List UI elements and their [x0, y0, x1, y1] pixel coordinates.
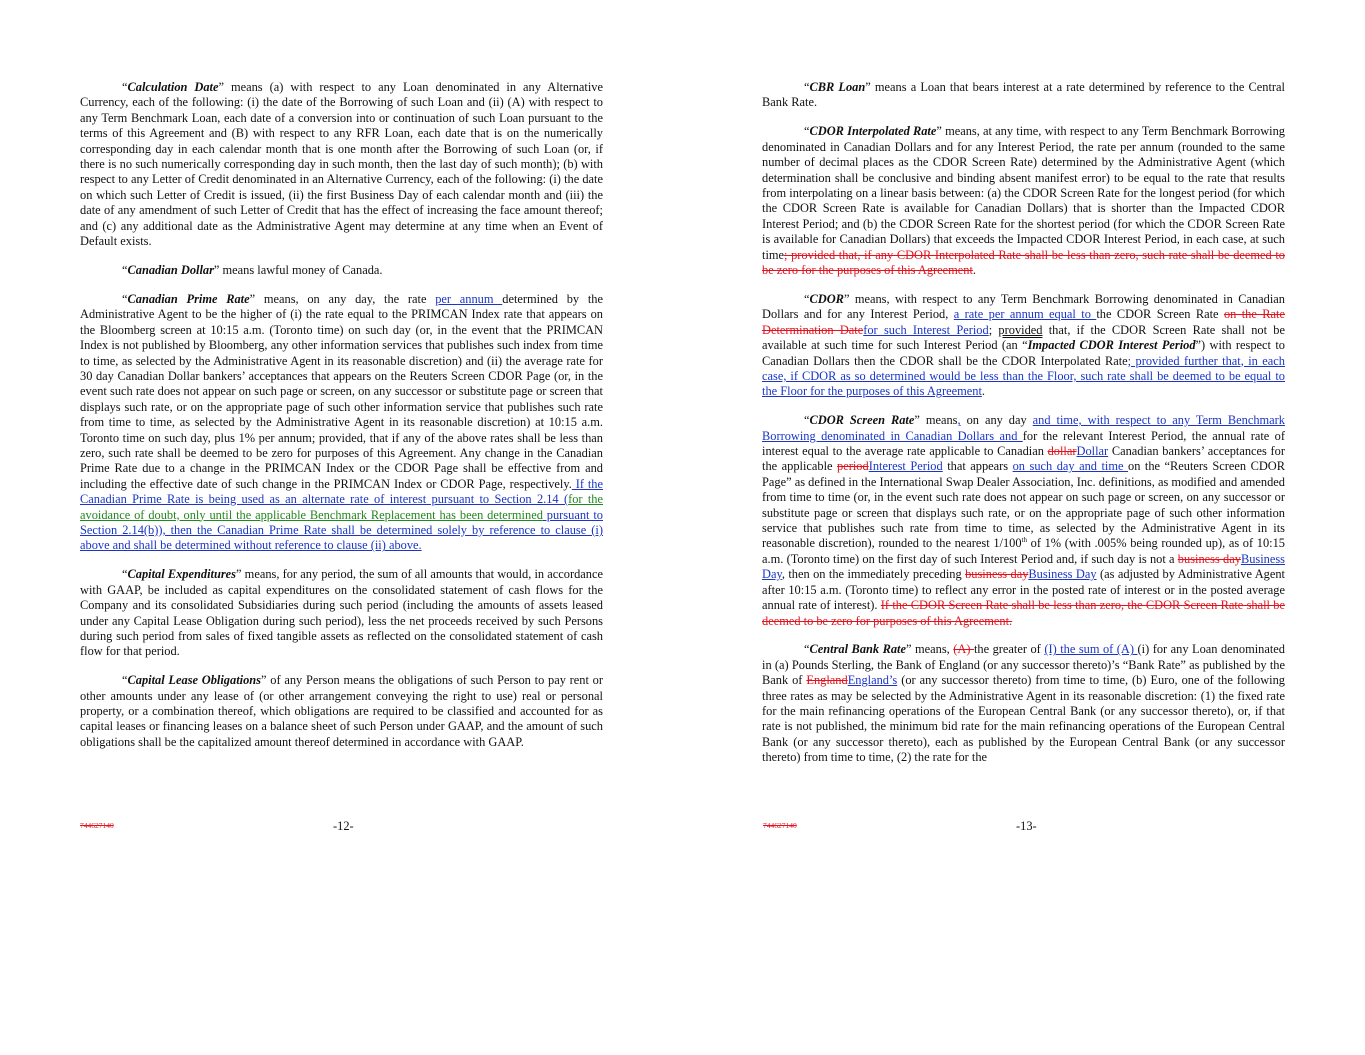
text-segment: Canadian bankers’ acceptances for the applicable [762, 444, 1285, 474]
text-segment: that appears [942, 459, 1013, 474]
underlined-text: provided [998, 322, 1043, 337]
definition-cdor-interpolated-rate: “CDOR Interpolated Rate” means, at any time, with respect to any Term Benchmark Borrowing denominated in Canadian Dollars and for any Interest Period, the rate per annum (rounded to the same number of decimal places as the CDOR Screen Rate) determined by the Administrative Agent (which determination shall be conclusive and binding absent manifest error) to be equal to the rate that results from interpolating on a linear basis between: (a) the CDOR Screen Rate for the longest period (for which the CDOR Screen Rate is available for Canadian Dollars) that is shorter than the Impacted CDOR Interest Period; and (b) the CDOR Screen Rate for the shortest period (for which the CDOR Screen Rate is available for Canadian Dollars) that exceeds the Impacted CDOR Interest Period, in each case, at such time; provided that, if any CDOR Interpolated Rate shall be less than zero, such rate shall be deemed to be zero for the purposes of this Agreement. [762, 124, 1285, 277]
defined-term: CDOR Screen Rate [809, 413, 915, 428]
definition-capital-lease-obligations: “Capital Lease Obligations” of any Person means the obligations of such Person to pay rent or other amounts under any lease of (or other arrangement conveying the right to use) real or personal property, or a combination thereof, which obligations are required to be classified and accounted for as capital leases or financing leases on a balance sheet of such Person under GAAP, and the amount of such obligations shall be the capitalized amount thereof determined in accordance with GAAP. [80, 673, 604, 749]
moved-text: for the avoidance of doubt, only until the applicable Benchmark Replacement has been determined [80, 492, 603, 522]
text-segment: that, if the CDOR Screen Rate shall not be available at such time for such Interest Period (an “ [762, 322, 1286, 353]
text-segment: (i) for any Loan denominated in (a) Pounds Sterling, the Bank of England (or any successor thereto)’s “Bank Rate” as published by the Bank of [762, 642, 1285, 688]
inserted-text: Dollar [1076, 444, 1109, 459]
inserted-text: a rate per annum equal to [953, 307, 1097, 322]
page-number: -13- [1016, 819, 1037, 833]
inserted-text: (I) the sum of (A) [1044, 642, 1138, 657]
text-segment: ” means, on any day, the rate [249, 291, 436, 306]
defined-term: CBR Loan [809, 80, 866, 94]
text-segment: ” means, with respect to any Term Benchmark Borrowing denominated in Canadian Dollars and for any Interest Period, [762, 291, 1285, 322]
inserted-text: Interest Period [868, 459, 943, 474]
text-segment: ; [988, 322, 999, 337]
document-id: 744627140 [763, 821, 797, 830]
definition-cdor: “CDOR” means, with respect to any Term Benchmark Borrowing denominated in Canadian Dollars and for any Interest Period, a rate per annum equal to the CDOR Screen Rate on the Rate Determination Datefor such Interest Period; provided that, if the CDOR Screen Rate shall not be available at such time for such Interest Period (an “Impacted CDOR Interest Period”) with respect to Canadian Dollars then the CDOR shall be the CDOR Interpolated Rate; provided further that, in each case, if CDOR as so determined would be less than the Floor, such rate shall be deemed to be equal to the Floor for the purposes of this Agreement. [762, 291, 1286, 399]
deleted-text: on the Rate Determination Date [762, 307, 1285, 337]
text-segment: on the “Reuters Screen CDOR Page” as defined in the International Swap Dealer Association, Inc. definitions, as modified and amended from time to time (or, in the event such rate does not appear on such page or screen, on any successor or substitute page or screen that displays such rate, or on the appropriate page of such other information service that publishes such rate from time to time, as selected by the Administrative Agent in its reasonable discretion), rounded to the nearest 1/100 [762, 459, 1285, 551]
definition-central-bank-rate: “Central Bank Rate” means, (A) the greater of (I) the sum of (A) (i) for any Loan denominated in (a) Pounds Sterling, the Bank of England (or any successor thereto)’s “Bank Rate” as published by the Bank of EnglandEngland’s (or any successor thereto) from time to time, (b) Euro, one of the following three rates as may be selected by the Administrative Agent in its reasonable discretion: (1) the fixed rate for the main refinancing operations of the European Central Bank (or any successor thereto), or, if that rate is not published, the minimum bid rate for the main refinancing operations of the European Central Bank (or any successor thereto), each as published by the European Central Bank (or any successor thereto) from time to time, (2) the rate for the [762, 642, 1285, 765]
text-segment: ” means a Loan that bears interest at a rate determined by reference to the Central Bank Rate. [762, 80, 1285, 110]
inserted-text: for such Interest Period [863, 322, 989, 337]
inserted-text: , [957, 413, 961, 428]
text-segment: the greater of [973, 642, 1045, 657]
text-segment: ” means (a) with respect to any Loan denominated in any Alternative Currency, each of the following: (i) the date of the Borrowing of such Loan and (ii) (A) with respect to any Term Benchmark Loan, each date of a conversion into or continuation of such Loan pursuant to the terms of this Agreement and (B) with respect to any RFR Loan, each date that is on the numerically corresponding day in each calendar month that is one month after the Borrowing of such Loan (or, if there is no such numerically corresponding day in such month, then the last day of such month); (b) with respect to any Letter of Credit denominated in an Alternative Currency, each of the following: (i) the date on which such Letter of Credit is issued, (ii) the first Business Day of each calendar month and (iii) the date of any amendment of such Letter of Credit that has the effect of increasing the face amount thereof; and (c) any additional date as the Administrative Agent may determine at any time when an Event of Default exists. [80, 80, 603, 249]
defined-term: CDOR [809, 291, 844, 306]
deleted-text: England [806, 673, 848, 688]
text-segment: ” means, [906, 642, 954, 657]
text-segment: ” means, for any period, the sum of all amounts that would, in accordance with GAAP, be included as capital expenditures on the consolidated statement of cash flows for the Company and its consolidated Subsidiaries during such period (including the amounts of assets leased under any Capital Lease Obligation during such period), less the net proceeds received by such Persons during such period from sales of fixed tangible assets as reflected on the consolidated statement of cash flow for that period. [80, 567, 603, 659]
inserted-text: ; provided further that, in each case, if CDOR as so determined would be less than the Floor, such rate shall be deemed to be equal to the Floor for the purposes of this Agreement [762, 353, 1285, 399]
deleted-text: business day [1177, 551, 1241, 566]
inserted-text: per annum [435, 291, 503, 306]
text-segment: ” of any Person means the obligations of such Person to pay rent or other amounts under any lease of (or other arrangement conveying the right to use) real or personal property, or a combination thereof, which obligations are required to be classified and accounted for as capital leases or financing leases on a balance sheet of such Person under GAAP, and the amount of such obligations shall be the capitalized amount thereof determined in accordance with GAAP. [80, 673, 604, 749]
defined-term: Central Bank Rate [809, 642, 907, 657]
text-segment: the CDOR Screen Rate [1096, 307, 1224, 322]
defined-term: Canadian Prime Rate [127, 291, 250, 306]
defined-term: Canadian Dollar [127, 262, 214, 277]
text-segment: ”) with respect to Canadian Dollars then the CDOR shall be the CDOR Interpolated Rate [762, 338, 1285, 368]
defined-term: Capital Expenditures [127, 567, 237, 582]
deleted-text: (A) [953, 642, 974, 657]
superscript: th [1021, 536, 1028, 545]
deleted-text: If the CDOR Screen Rate shall be less than zero, the CDOR Screen Rate shall be deemed to be zero for purposes of this Agreement. [762, 598, 1285, 628]
inserted-text: on such day and time [1012, 459, 1128, 474]
text-segment: ” means [914, 413, 958, 428]
definition-calculation-date: “Calculation Date” means (a) with respect to any Loan denominated in any Alternative Currency, each of the following: (i) the date of the Borrowing of such Loan and (ii) (A) with respect to any Term Benchmark Loan, each date of a conversion into or continuation of such Loan pursuant to the terms of this Agreement and (B) with respect to any RFR Loan, each date that is on the numerically corresponding day in each calendar month that is one month after the Borrowing of such Loan (or, if there is no such numerically corresponding day in such month, then the last day of such month); (b) with respect to any Letter of Credit denominated in an Alternative Currency, each of the following: (i) the date on which such Letter of Credit is issued, (ii) the first Business Day of each calendar month and (iii) the date of any amendment of such Letter of Credit that has the effect of increasing the face amount thereof; and (c) any additional date as the Administrative Agent may determine at any time when an Event of Default exists. [80, 80, 603, 249]
text-segment: ” means lawful money of Canada. [213, 262, 383, 277]
text-segment: for the relevant Interest Period, the annual rate of interest equal to the average rate applicable to Canadian [762, 428, 1285, 459]
document-id: 744627140 [80, 821, 114, 830]
page-12-body [80, 80, 603, 764]
inserted-text: and time, with respect to any Term Benchmark Borrowing denominated in Canadian Dollars and [762, 413, 1285, 443]
text-segment: determined by the Administrative Agent to be the higher of (i) the rate equal to the PRIMCAN Index rate that appears on the Bloomberg screen at 10:15 a.m. (Toronto time) on such day (or, in the event that the PRIMCAN Index is not published by Bloomberg, any other information services that publishes such index from time to time, as selected by the Administrative Agent in its reasonable discretion) and (ii) the average rate for 30 day Canadian Dollar bankers’ acceptances that appears on the Reuters Screen CDOR Page (or, in the event such rate does not appear on such page or screen, on any successor or substitute page or screen that displays such rate, or on the appropriate page of such other information service that publishes such rate from time to time, as selected by the Administrative Agent in its reasonable discretion) at 10:15 a.m. Toronto time on such day, plus 1% per annum; provided, that if any of the above rates shall be less than zero, such rate shall be deemed to be zero for purposes of this Agreement. Any change in the Canadian Prime Rate due to a change in the PRIMCAN Index or the CDOR Page shall be effective from and including the effective date of such change in the PRIMCAN Index or CDOR Page, respectively. [80, 291, 603, 491]
defined-term: Capital Lease Obligations [127, 673, 261, 688]
text-segment: of 1% (with .005% being rounded up), as of 10:15 a.m. (Toronto time) on the first day of such Interest Period and, if such day is not a [762, 536, 1285, 566]
definition-canadian-dollar: “Canadian Dollar” means lawful money of Canada. [122, 262, 383, 277]
inserted-text: If the Canadian Prime Rate is being used as an alternate rate of interest pursuant to Section 2.14 ( [80, 476, 604, 507]
definition-cbr-loan: “CBR Loan” means a Loan that bears interest at a rate determined by reference to the Central Bank Rate. [762, 80, 1285, 110]
deleted-text: ; provided that, if any CDOR Interpolated Rate shall be less than zero, such rate shall be deemed to be zero for the purposes of this Agreement [762, 247, 1285, 277]
defined-term: Calculation Date [127, 80, 219, 94]
text-segment: (or any successor thereto) from time to time, (b) Euro, one of the following three rates as may be selected by the Administrative Agent in its reasonable discretion: (1) the fixed rate for the main refinancing operations of the European Central Bank (or any successor thereto), or, if that rate is not published, the minimum bid rate for the main refinancing operations of the European Central Bank (or any successor thereto), each as published by the European Central Bank (or any successor thereto) from time to time, (2) the rate for the [762, 673, 1285, 765]
deleted-text: business day [965, 567, 1029, 582]
inserted-text: Business Day [1028, 567, 1097, 582]
page-13-body [762, 80, 1285, 779]
defined-term: Impacted CDOR Interest Period [1027, 338, 1196, 353]
page-number: -12- [333, 819, 354, 833]
definition-cdor-screen-rate: “CDOR Screen Rate” means, on any day and time, with respect to any Term Benchmark Borrowing denominated in Canadian Dollars and for the relevant Interest Period, the annual rate of interest equal to the average rate applicable to Canadian dollarDollar Canadian bankers’ acceptances for the applicable periodInterest Period that appears on such day and time on the “Reuters Screen CDOR Page” as defined in the International Swap Dealer Association, Inc. definitions, as modified and amended from time to time (or, in the event such rate does not appear on such page or screen, on any successor or substitute page or screen that displays such rate, or on the appropriate page of such other information service that publishes such rate from time to time, as selected by the Administrative Agent in its reasonable discretion), rounded to the nearest 1/100th of 1% (with .005% being rounded up), as of 10:15 a.m. (Toronto time) on the first day of such Interest Period and, if such day is not a business dayBusiness Day, then on the immediately preceding business dayBusiness Day (as adjusted by Administrative Agent after 10:15 a.m. (Toronto time) to reflect any error in the posted rate of interest or in the posted average annual rate of interest). If the CDOR Screen Rate shall be less than zero, the CDOR Screen Rate shall be deemed to be zero for purposes of this Agreement. [762, 413, 1286, 628]
defined-term: CDOR Interpolated Rate [809, 124, 937, 139]
definition-canadian-prime-rate: “Canadian Prime Rate” means, on any day, the rate per annum determined by the Administrative Agent to be the higher of (i) the rate equal to the PRIMCAN Index rate that appears on the Bloomberg screen at 10:15 a.m. (Toronto time) on such day (or, in the event that the PRIMCAN Index is not published by Bloomberg, any other information services that publishes such index from time to time, as selected by the Administrative Agent in its reasonable discretion) and (ii) the average rate for 30 day Canadian Dollar bankers’ acceptances that appears on the Reuters Screen CDOR Page (or, in the event such rate does not appear on such page or screen, on any successor or substitute page or screen that displays such rate, or on the appropriate page of such other information service that publishes such rate from time to time, as selected by the Administrative Agent in its reasonable discretion) at 10:15 a.m. Toronto time on such day, plus 1% per annum; provided, that if any of the above rates shall be less than zero, such rate shall be deemed to be zero for purposes of this Agreement. Any change in the Canadian Prime Rate due to a change in the PRIMCAN Index or the CDOR Page shall be effective from and including the effective date of such change in the PRIMCAN Index or CDOR Page, respectively. If the Canadian Prime Rate is being used as an alternate rate of interest pursuant to Section 2.14 (for the avoidance of doubt, only until the applicable Benchmark Replacement has been determined pursuant to Section 2.14(b)), then the Canadian Prime Rate shall be determined solely by reference to clause (i) above and shall be determined without reference to clause (ii) above. [80, 291, 604, 553]
text-segment: (as adjusted by Administrative Agent after 10:15 a.m. (Toronto time) to reflect any error in the posted rate of interest or in the posted average annual rate of interest). [762, 567, 1285, 613]
text-segment: . [981, 384, 986, 399]
definition-capital-expenditures: “Capital Expenditures” means, for any period, the sum of all amounts that would, in accordance with GAAP, be included as capital expenditures on the consolidated statement of cash flows for the Company and its consolidated Subsidiaries during such period (including the amounts of assets leased under any Capital Lease Obligation during such period), less the net proceeds received by such Persons during such period from sales of fixed tangible assets as reflected on the consolidated statement of cash flow for that period. [80, 567, 603, 659]
inserted-text: England’s [847, 673, 898, 688]
text-segment: , then on the immediately preceding [781, 567, 966, 582]
text-segment: on any day [960, 413, 1033, 428]
deleted-text: dollar [1047, 444, 1077, 459]
deleted-text: period [837, 459, 869, 474]
text-segment: ” means, at any time, with respect to any Term Benchmark Borrowing denominated in Canadian Dollars and for any Interest Period, the rate per annum (rounded to the same number of decimal places as the CDOR Screen Rate) determined by the Administrative Agent (which determination shall be conclusive and binding absent manifest error) to be equal to the rate that results from interpolating on a linear basis between: (a) the CDOR Screen Rate for the longest period (for which the CDOR Screen Rate is available for Canadian Dollars) that is shorter than the Impacted CDOR Interest Period; and (b) the CDOR Screen Rate for the shortest period (for which the CDOR Screen Rate is available for Canadian Dollars) that exceeds the Impacted CDOR Interest Period, in each case, at such time [762, 124, 1285, 262]
inserted-text: pursuant to Section 2.14(b)), then the Canadian Prime Rate shall be determined solely by reference to clause (i) above and shall be determined without reference to clause (ii) above. [80, 507, 603, 553]
text-segment: . [972, 262, 977, 277]
inserted-text: Business Day [762, 551, 1286, 582]
